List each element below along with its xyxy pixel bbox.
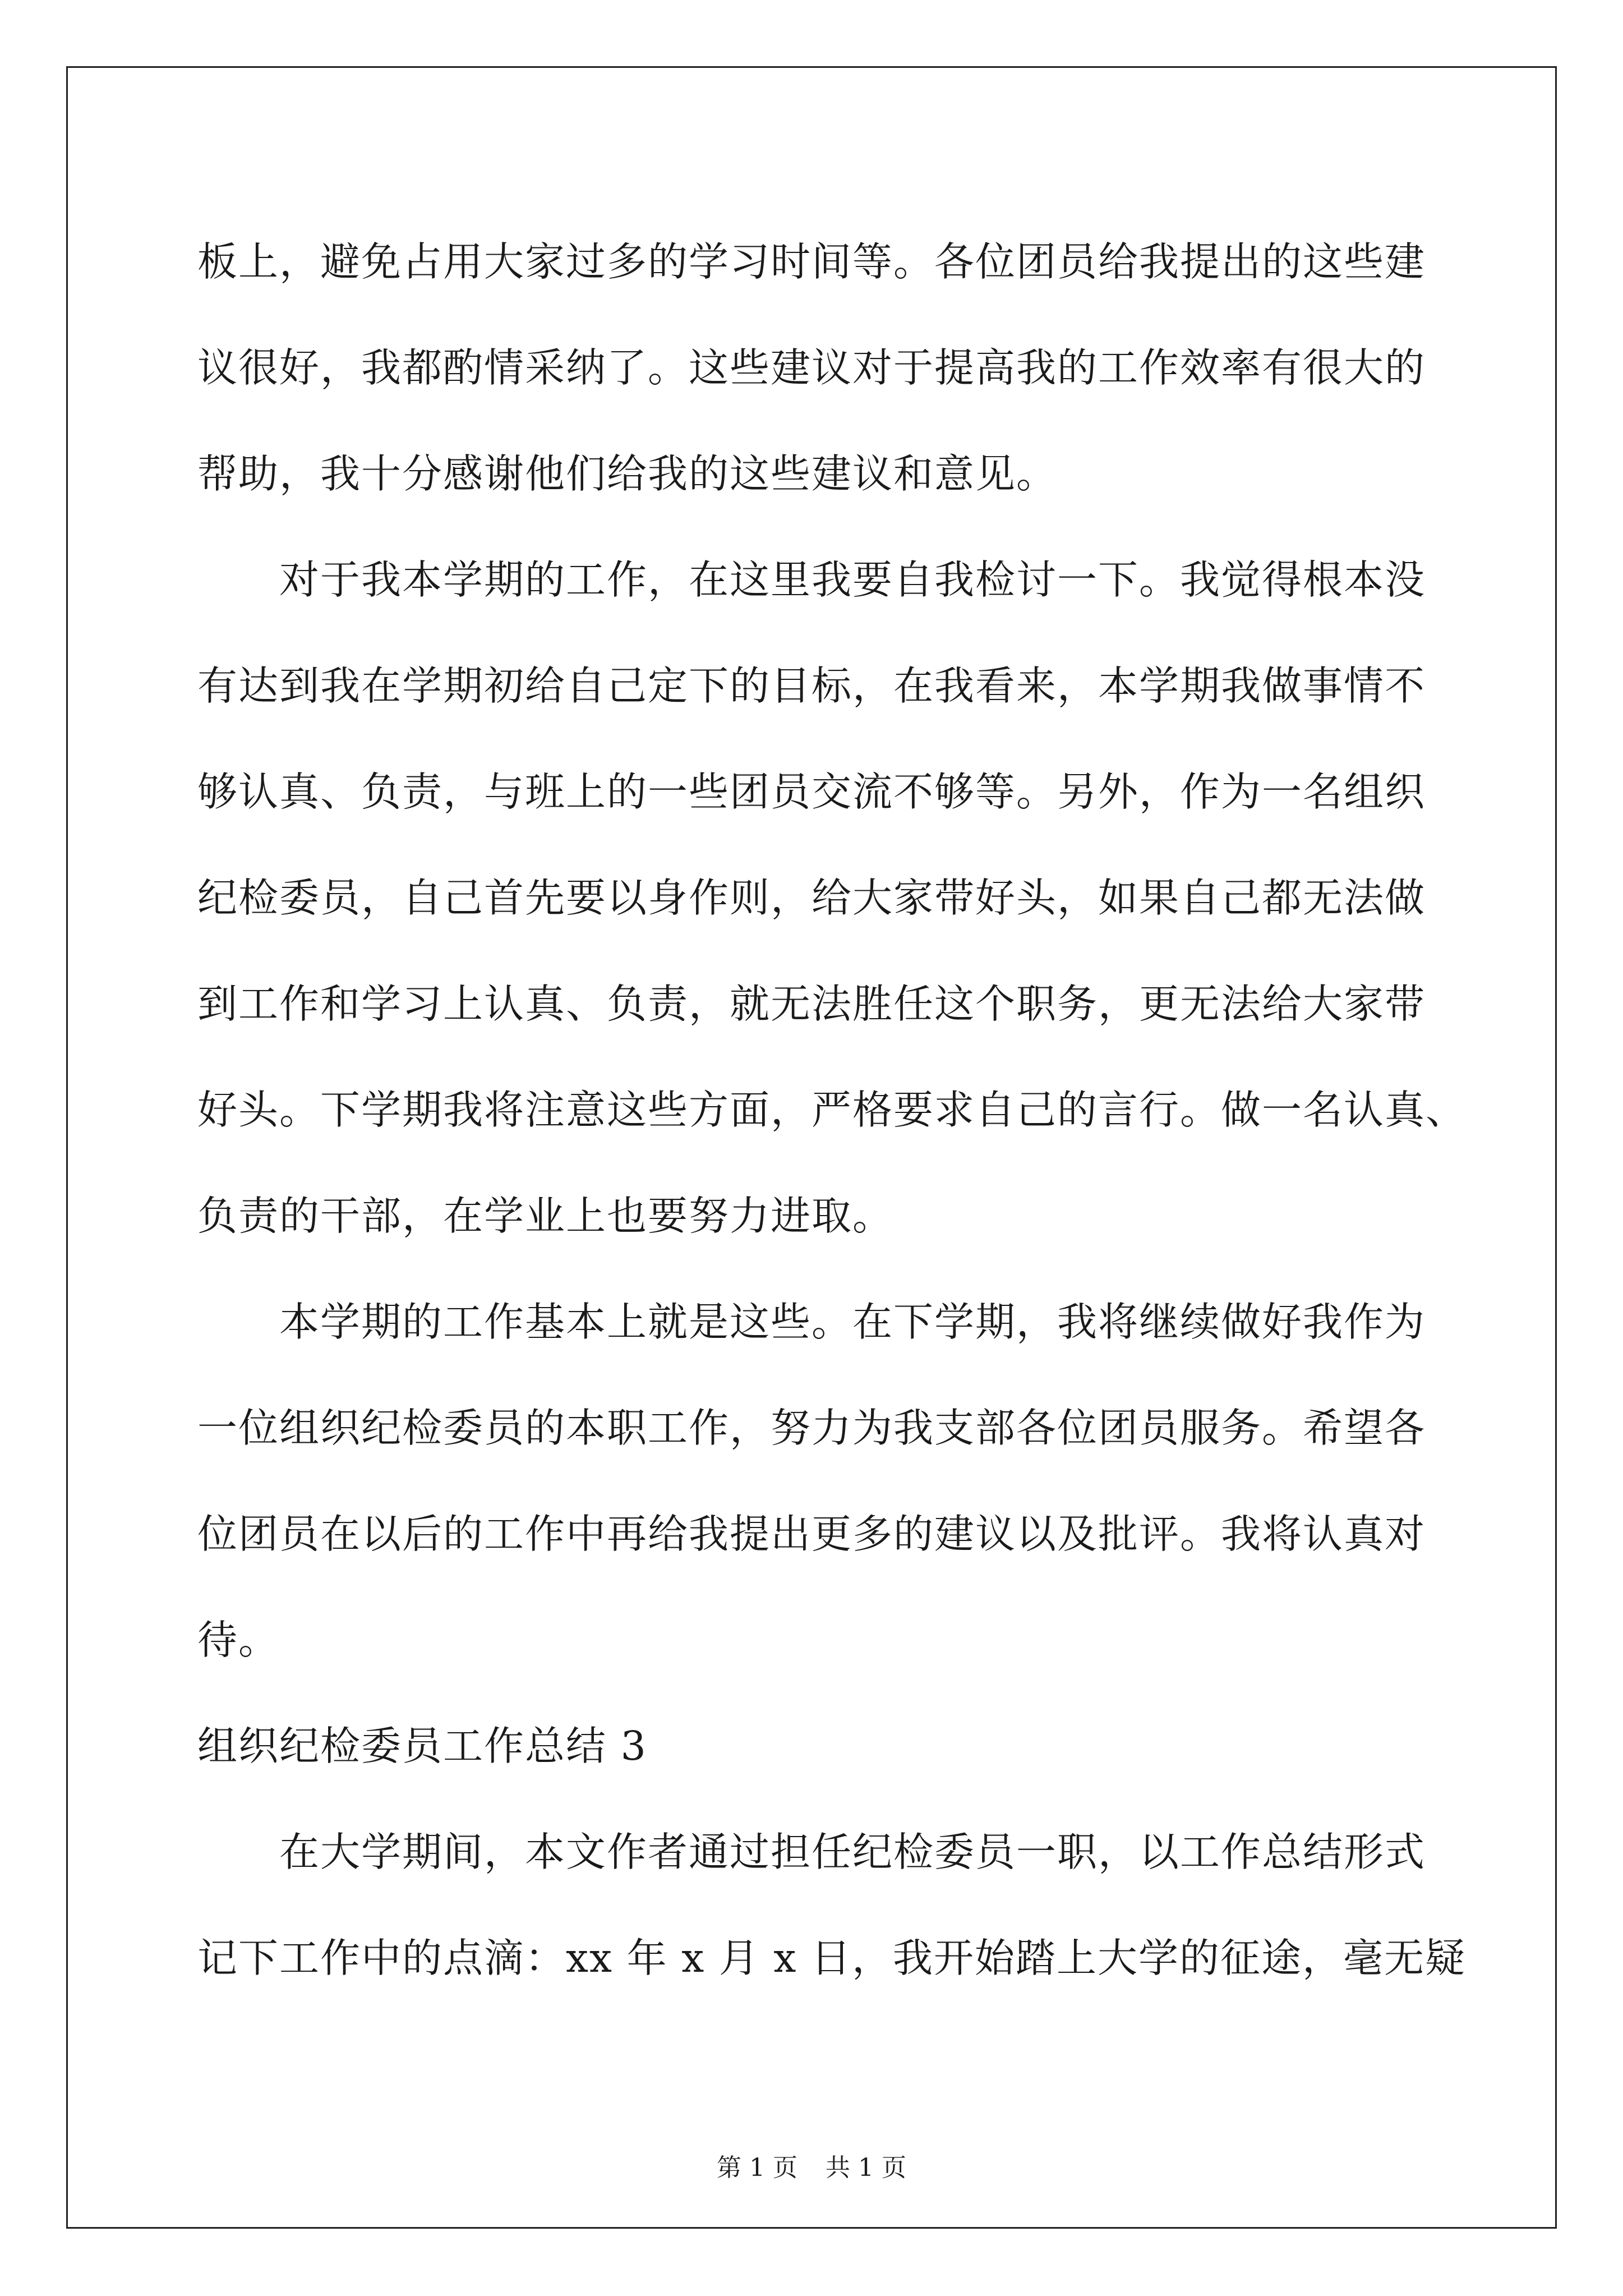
text-line: 帮助，我十分感谢他们给我的这些建议和意见。: [197, 450, 1058, 497]
text-line: 议很好，我都酌情采纳了。这些建议对于提高我的工作效率有很大的: [197, 344, 1426, 391]
section-heading: 组织纪检委员工作总结 3: [197, 1723, 647, 1769]
page-footer: [0, 2151, 1623, 2185]
paragraph-first-line: 在大学期间，本文作者通过担任纪检委员一职，以工作总结形式: [279, 1829, 1426, 1875]
text-line: 好头。下学期我将注意这些方面，严格要求自己的言行。做一名认真、: [197, 1087, 1467, 1133]
text-line: 位团员在以后的工作中再给我提出更多的建议以及批评。我将认真对: [197, 1511, 1426, 1557]
text-line: 待。: [197, 1617, 280, 1663]
text-line: 纪检委员，自己首先要以身作则，给大家带好头，如果自己都无法做: [197, 875, 1426, 921]
page-number-total: 共 1 页: [826, 2154, 906, 2182]
text-line: 板上，避免占用大家过多的学习时间等。各位团员给我提出的这些建: [197, 238, 1426, 285]
text-line: 到工作和学习上认真、负责，就无法胜任这个职务，更无法给大家带: [197, 981, 1426, 1027]
text-line: 负责的干部，在学业上也要努力进取。: [197, 1193, 894, 1239]
paragraph-first-line: 对于我本学期的工作，在这里我要自我检讨一下。我觉得根本没: [279, 556, 1426, 603]
text-line: 够认真、负责，与班上的一些团员交流不够等。另外，作为一名组织: [197, 769, 1426, 815]
page-number-current: 第 1 页: [717, 2154, 797, 2182]
paragraph-first-line: 本学期的工作基本上就是这些。在下学期，我将继续做好我作为: [279, 1299, 1426, 1345]
text-line: 一位组织纪检委员的本职工作，努力为我支部各位团员服务。希望各: [197, 1405, 1426, 1451]
text-line: 记下工作中的点滴：xx 年 x 月 x 日，我开始踏上大学的征途，毫无疑: [197, 1935, 1467, 1981]
document-body: [197, 209, 1482, 2011]
text-line: 有达到我在学期初给自己定下的目标，在我看来，本学期我做事情不: [197, 662, 1426, 709]
